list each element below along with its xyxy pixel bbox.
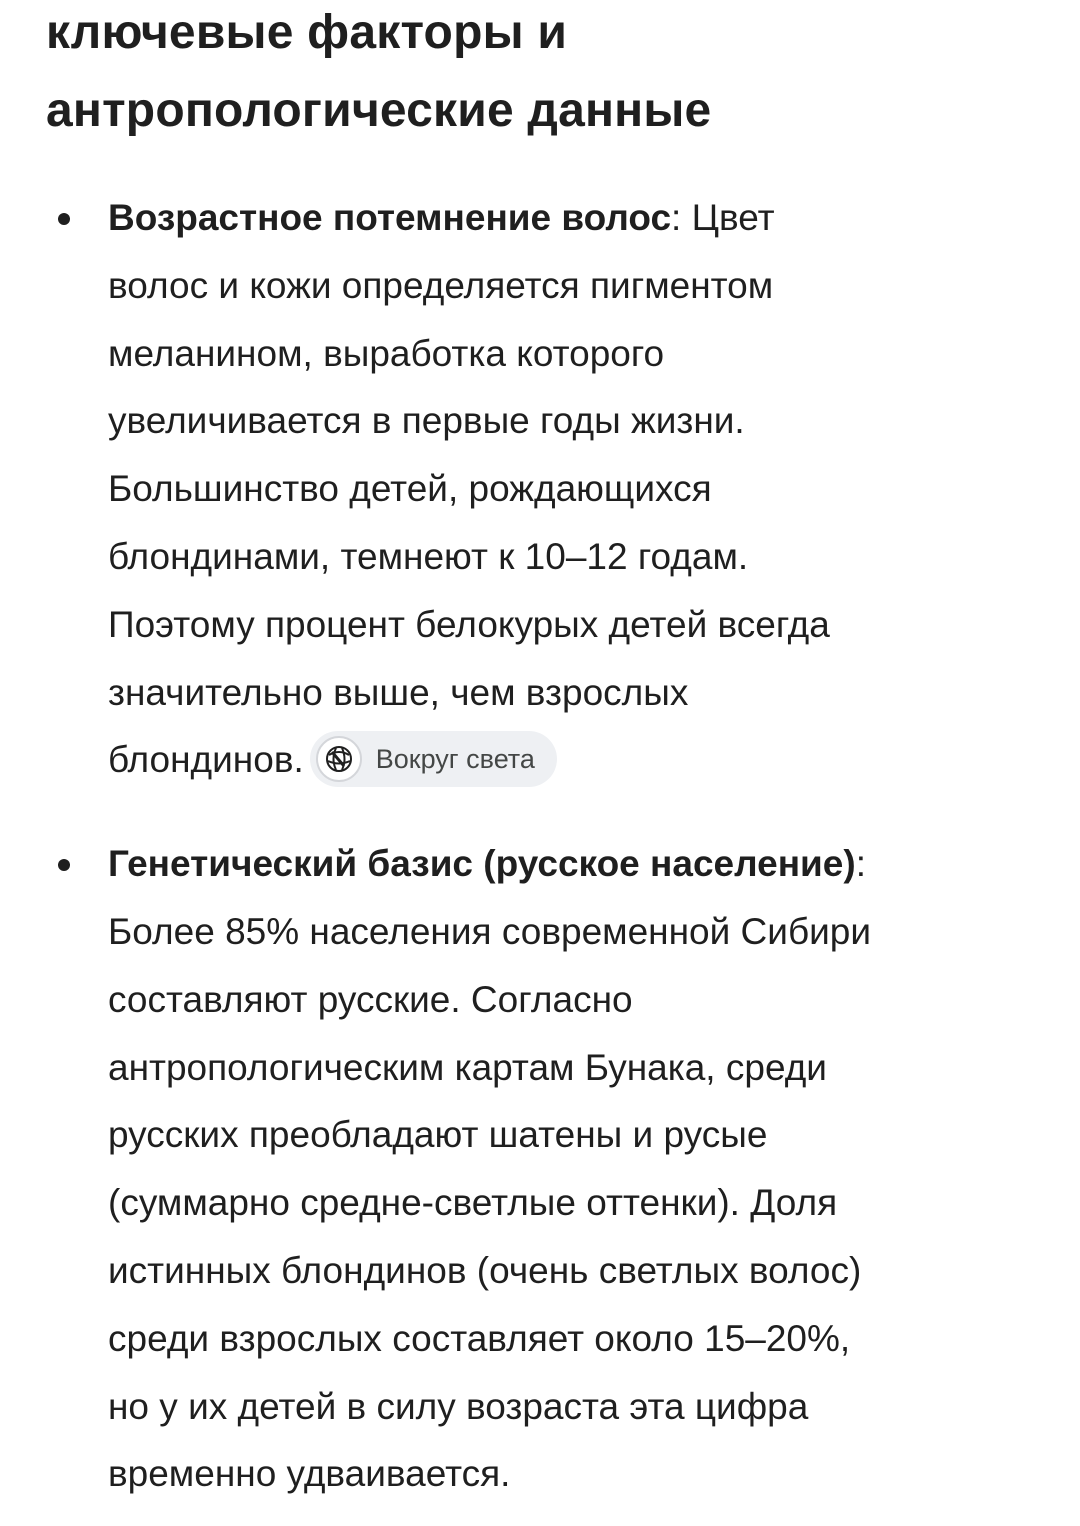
heading-line-2: антропологические данные bbox=[46, 84, 712, 137]
item-text-line: среди взрослых составляет около 15–20%, bbox=[108, 1317, 851, 1359]
item-text-line: меланином, выработка которого bbox=[108, 332, 665, 374]
item-text-line: но у их детей в силу возраста эта цифра bbox=[108, 1385, 809, 1427]
item-text-line: временно удваивается. bbox=[108, 1453, 511, 1495]
item-text-line: блондинами, темнеют к 10–12 годам. bbox=[108, 535, 749, 577]
bullet-icon bbox=[58, 859, 70, 871]
item-title: Генетический базис (русское население) bbox=[108, 843, 856, 885]
item-text-line: значительно выше, чем взрослых bbox=[108, 671, 689, 713]
item-text-line: (суммарно средне-светлые оттенки). Доля bbox=[108, 1182, 838, 1224]
item-text-line: Более 85% населения современной Сибири bbox=[108, 910, 872, 952]
item-text-line: Большинство детей, рождающихся bbox=[108, 468, 712, 510]
item-title-suffix: : Цвет bbox=[671, 197, 775, 238]
item-first-line bbox=[108, 184, 1046, 252]
item-last-line bbox=[108, 726, 1046, 794]
item-text-line: антропологическим картам Бунака, среди bbox=[108, 1046, 827, 1088]
list-item-age-darkening bbox=[46, 184, 1046, 794]
bullet-icon bbox=[58, 213, 70, 225]
source-chip-label: Вокруг света bbox=[375, 743, 535, 774]
article-content bbox=[46, 0, 1046, 1495]
source-chip-vokrug-sveta[interactable] bbox=[310, 731, 557, 787]
item-text-line: увеличивается в первые годы жизни. bbox=[108, 400, 745, 442]
item-text-line: истинных блондинов (очень светлых волос) bbox=[108, 1249, 862, 1291]
item-text-end: блондинов. bbox=[108, 739, 304, 781]
item-text-line: русских преобладают шатены и русые bbox=[108, 1114, 768, 1156]
item-text-line: волос и кожи определяется пигментом bbox=[108, 264, 774, 306]
item-title-suffix: : bbox=[855, 843, 866, 885]
heading-line-1: ключевые факторы и bbox=[46, 6, 568, 59]
globe-icon bbox=[316, 736, 362, 782]
item-text-line: составляют русские. Согласно bbox=[108, 978, 633, 1020]
key-factors-list bbox=[46, 184, 1046, 1508]
list-item-genetic-basis bbox=[46, 830, 1046, 1508]
item-first-line bbox=[108, 830, 1046, 898]
section-heading bbox=[46, 0, 1046, 150]
item-text-line: Поэтому процент белокурых детей всегда bbox=[108, 603, 830, 645]
item-title: Возрастное потемнение волос bbox=[108, 197, 672, 238]
